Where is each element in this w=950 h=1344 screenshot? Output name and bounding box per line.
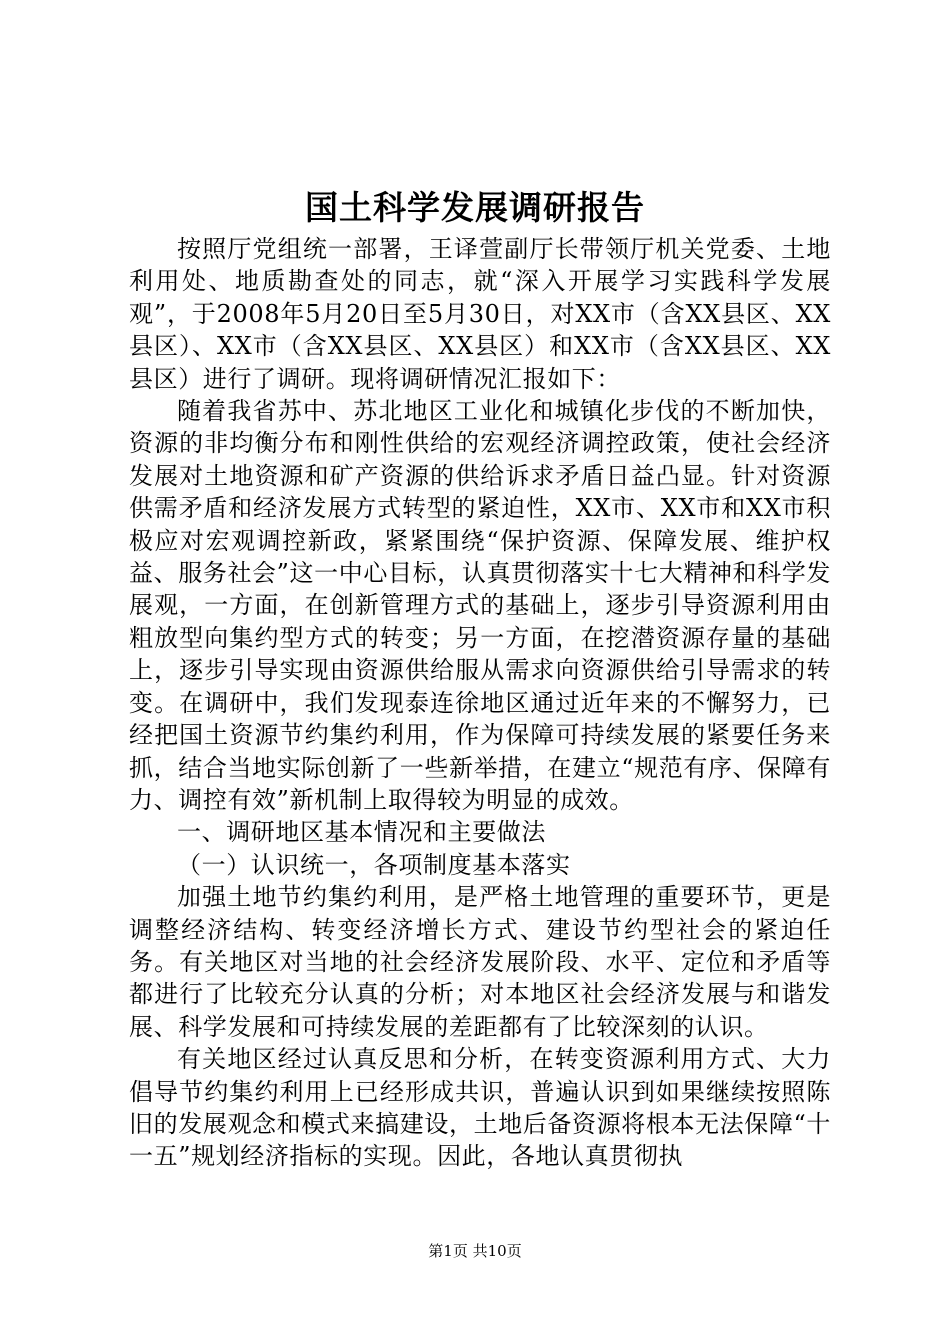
- section-heading: 一、调研地区基本情况和主要做法: [177, 818, 546, 847]
- background-paragraph: 随着我省苏中、苏北地区工业化和城镇化步伐的不断加快，资源的非均衡分布和刚性供给的宏观经济调控政策，使社会经济发展对土地资源和矿产资源的供给诉求矛盾日益凸显。针对资源供需矛盾和经济发展方式转型的紧迫性，XX市、XX市和XX市积极应对宏观调控新政，紧紧围绕“保护资源、保障发展、维护权益、服务社会”这一中心目标，认真贯彻落实十七大精神和科学发展观，一方面，在创新管理方式的基础上，逐步引导资源利用由粗放型向集约型方式的转变；另一方面，在挖潜资源存量的基础上，逐步引导实现由资源供给服从需求向资源供给引导需求的转变。在调研中，我们发现泰连徐地区通过近年来的不懈努力，已经把国土资源节约集约利用，作为保障可持续发展的紧要任务来抓，结合当地实际创新了一些新举措，在建立“规范有序、保障有力、调控有效”新机制上取得较为明显的成效。: [129, 397, 831, 814]
- document-title: 国土科学发展调研报告: [305, 188, 645, 227]
- document-body: [129, 233, 831, 1173]
- subsection-heading: （一）认识统一，各项制度基本落实: [177, 850, 571, 879]
- body-paragraph: 加强土地节约集约利用，是严格土地管理的重要环节，更是调整经济结构、转变经济增长方式、建设节约型社会的紧迫任务。有关地区对当地的社会经济发展阶段、水平、定位和矛盾等都进行了比较充分认真的分析；对本地区社会经济发展与和谐发展、科学发展和可持续发展的差距都有了比较深刻的认识。: [129, 883, 831, 1041]
- intro-paragraph: 按照厅党组统一部署，王译萱副厅长带领厅机关党委、土地利用处、地质勘查处的同志，就“深入开展学习实践科学发展观”，于2008年5月20日至5月30日，对XX市（含XX县区、XX县区）、XX市（含XX县区、XX县区）和XX市（含XX县区、XX县区）进行了调研。现将调研情况汇报如下：: [129, 235, 831, 393]
- page-number-footer: 第1页 共10页: [428, 1242, 522, 1260]
- body-paragraph: 有关地区经过认真反思和分析，在转变资源利用方式、大力倡导节约集约利用上已经形成共识，普遍认识到如果继续按照陈旧的发展观念和模式来搞建设，土地后备资源将根本无法保障“十一五”规划经济指标的实现。因此，各地认真贯彻执: [129, 1045, 831, 1171]
